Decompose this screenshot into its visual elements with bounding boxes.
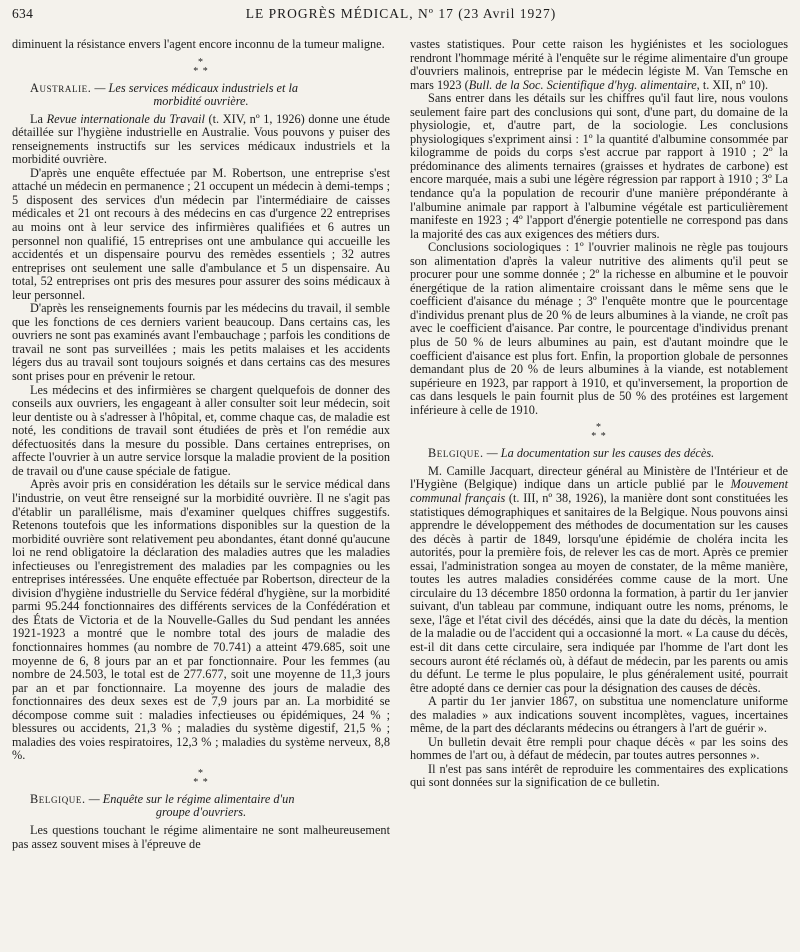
running-header xyxy=(12,6,790,30)
paragraph: Les questions touchant le régime alimentaire ne sont malheureusement pas assez souvent mises à l'épreuve de xyxy=(12,822,390,851)
section-heading-australia xyxy=(12,82,390,109)
section-country: Belgique. xyxy=(428,446,484,461)
section-separator: * * * xyxy=(591,422,607,443)
paragraph: La Revue internationale du Travail (t. XIV, nº 1, 1926) donne une étude détaillée sur l'hygiène industrielle en Australie. Vous pouvons y puiser des renseignements instructifs sur les services médicaux industriels et la morbidité ouvrière. xyxy=(12,111,390,167)
section-separator: * * * xyxy=(193,767,209,788)
paragraph: D'après une enquête effectuée par M. Robertson, une entreprise s'est attaché un médecin en permanence ; 21 occupent un médecin à demi-temps ; 5 disposent des services d'un médecin par l'intermédiaire de caisses médicales et 21 ont recours à des médecins en cas d'urgence 22 entreprises au moins ont à leur service des infirmières qualifiées et 6 autres un personnel non qualifié, 15 entreprises ont une ambulance qui accueille les accidentés et un dispensaire pourvu des remèdes essentiels ; 32 autres entreprises ont seulement une salle d'ambulance et 5 un dispensaire. Au total, 52 entreprises ont pris des mesures pour assurer des soins médicaux à leur personnel. xyxy=(12,165,390,302)
paragraph: Conclusions sociologiques : 1º l'ouvrier malinois ne règle pas toujours son alimentation d'après la valeur nutritive des aliments qu'il peut se procurer pour une somme donnée ; 2º la richesse en albumine et le pouvoir énergétique de la ration alimentaire croissant dans le même sens que le coefficient d'aisance du ménage ; 3º l'enquête montre que le pourcentage d'individus prenant plus de 20 % de leurs albumines à la viande, ne croît pas avec le coefficient d'aisance. Par contre, le pourcentage d'individus prenant plus de 50 % de leurs albumines au pain, est d'autant moindre que le coefficient d'aisance est plus fort. Enfin, la proportion globale de personnes demandant plus de 20 % de leurs albumines à la viande, est notablement supérieure en 1923, par rapport à 1910, et qu'inversement, la proportion de cas dans lesquels le pain fournit plus de 50 % des protéines est largement inférieure à celle de 1910. xyxy=(410,240,788,417)
paragraph-continuation: diminuent la résistance envers l'agent encore inconnu de la tumeur maligne. xyxy=(12,37,385,51)
right-column xyxy=(410,38,788,851)
section-title: — Les services médicaux industriels et la xyxy=(91,80,299,95)
section-separator: * * * xyxy=(193,56,209,77)
paragraph: Il n'est pas sans intérêt de reproduire les commentaires des explications qui sont données sur la signification de ce bulletin. xyxy=(410,761,788,790)
section-title-line2: groupe d'ouvriers. xyxy=(155,805,247,820)
paragraph-continuation: vastes statistiques. Pour cette raison les hygiénistes et les sociologues rendront l'hommage mérité à l'enquête sur le régime alimentaire d'un groupe d'ouvriers malinois, entreprise par le médecin légiste M. Van Temsche en mars 1923 (Bull. de la Soc. Scientifique d'hyg. alimentaire, t. XII, nº 10). xyxy=(410,37,788,92)
journal-title: Bull. de la Soc. Scientifique d'hyg. alimentaire xyxy=(468,77,697,92)
left-column xyxy=(12,38,390,851)
journal-title: Revue internationale du Travail xyxy=(46,111,205,126)
two-column-body xyxy=(12,38,790,851)
section-country: Australie. xyxy=(30,80,92,95)
paragraph: A partir du 1er janvier 1867, on substitua une nomenclature uniforme des maladies » aux indications souvent incomplètes, vagues, incertaines même, de la part des déclarants médecins ou étrangers à l'art de guérir ». xyxy=(410,694,788,736)
page-number: 634 xyxy=(12,6,34,21)
section-title: — Enquête sur le régime alimentaire d'un xyxy=(85,791,295,806)
section-title-line2: morbidité ouvrière. xyxy=(153,94,249,109)
section-heading-belgium-diet xyxy=(12,793,390,820)
paragraph: Sans entrer dans les détails sur les chiffres qu'il faut lire, nous voulons seulement faire part des conclusions qui sont, d'une part, du domaine de la physiologie, et, d'autre part, de la sociologie. Les conclusions physiologiques s'expriment ainsi : 1º la quantité d'albumine consommée par kilogramme de poids du corps s'est accrue par rapport à 1910 ; 2º la prédominance des aliments ternaires (graisses et hydrates de carbone) est encore marquée, mais a subi une légère régression par rapport à 1910 ; 3º La tendance qu'a la population de recourir d'une manière prépondérante à l'albumine animale par rapport à l'albumine végétale est particulièrement manifeste en 1923 ; 4º l'apport d'énergie potentielle ne correspond pas dans la majorité des cas aux exigences des métiers durs. xyxy=(410,91,788,241)
section-heading-belgium-deaths xyxy=(410,447,788,461)
paragraph: M. Camille Jacquart, directeur général au Ministère de l'Intérieur et de l'Hygiène (Belgique) indique dans un article publié par le Mouvement communal français (t. III, nº 38, 1926), la manière dont sont constituées les statistiques démographiques et sanitaires de la Belgique. Nous pouvons ainsi apprendre le développement des méthodes de documentation sur les causes des décès à partir de 1849, lorsqu'une épidémie de choléra incita les autorités, pour la première fois, de relever les cas de mort. Après ce premier essai, l'administration songea au moyen de constater, de la même manière, toutes les autres maladies considérées comme cause de la mort. Une circulaire du 13 décembre 1850 ordonna la formation, à partir du 1er janvier suivant, d'un tableau par commune, indiquant outre les noms, prénoms, le sexe, l'âge et l'état civil des décédés, ainsi que la date du décès, la mention de la maladie ou de l'accident qui a occasionné la mort. « La cause du décès, est-il dit dans cette circulaire, sera indiquée par l'homme de l'art dont les secours auront été réclamés où, à défaut de médecin, par les parents ou amis du défunt. Le terme le plus populaire, le plus généralement usité, pourrait être adopté dans ce dernier cas pour la désignation des causes de décès. xyxy=(410,463,788,695)
paragraph: Après avoir pris en considération les détails sur le service médical dans l'industrie, on veut être renseigné sur la morbidité ouvrière. Il ne s'agit pas d'établir un parallélisme, mais d'examiner quelques chiffres suggestifs. Retenons toutefois que les informations disponibles sur la question de la morbidité ouvrière sont relativement peu abondantes, étant donné qu'aucune loi ne rend obligatoire la déclaration des maladies autres que les maladies infectieuses ou l'enregistrement des maladies par les compagnies ou les entreprises intéressées. Une enquête effectuée par Robertson, directeur de la division d'hygiène industrielle du Service fédéral d'hygiène, sur la morbidité parmi 95.244 fonctionnaires des différents services de la Confédération et des États de Victoria et de la Nouvelle-Galles du Sud pendant les années 1921-1923 a montré que le nombre total des jours de maladie des fonctionnaires hommes (au nombre de 70.741) a atteint 479.685, soit une moyenne de 6, 8 jours par an et par fonctionnaire. Pour les femmes (au nombre de 24.503, le total est de 277.677, soit une moyenne de 11,3 jours par an et par fonctionnaire. La moyenne des jours de maladie des fonctionnaires des deux sexes est de 7,9 jours par an. La morbidité se décompose comme suit : maladies infectieuses ou épidémiques, 24 % ; blessures ou accidents, 21,3 % ; maladies du système digestif, 21,5 % ; maladies des voies respiratoires, 12,3 % ; maladies du système nerveux, 8,8 %. xyxy=(12,477,390,763)
section-title: — La documentation sur les causes des décès. xyxy=(483,446,715,461)
paragraph: D'après les renseignements fournis par les médecins du travail, il semble que les fonctions de ces derniers varient beaucoup. Dans certains cas, les ouvriers ne sont pas examinés avant l'embauchage ; parfois les conditions de travail ne sont pas surveillées ; mais les petits malaises et les accidents légers dus au travail sont toujours soignés et dans certains cas des mesures sont prises pour en prévenir le retour. xyxy=(12,301,390,384)
journal-title: Mouvement communal français xyxy=(410,477,788,505)
running-title: LE PROGRÈS MÉDICAL, Nº 17 (23 Avril 1927) xyxy=(245,6,557,21)
paragraph: Les médecins et des infirmières se chargent quelquefois de donner des conseils aux ouvriers, les engageant à aller consulter soit leur médecin, soit leur dentiste ou à s'adresser à l'hôpital, et, comme chaque cas, de maladie est noté, les conditions de travail sont étudiées de près et l'on remédie aux défectuosités dans la mesure du possible. Dans certaines entreprises, on affecte l'ouvrier à un autre service lorsque la maladie provient de la position de travail ou d'une cause spéciale de fatigue. xyxy=(12,382,390,478)
paragraph: Un bulletin devait être rempli pour chaque décès « par les soins des hommes de l'art ou, à défaut de médecin, par toutes autres personnes ». xyxy=(410,734,788,763)
section-country: Belgique. xyxy=(30,791,86,806)
